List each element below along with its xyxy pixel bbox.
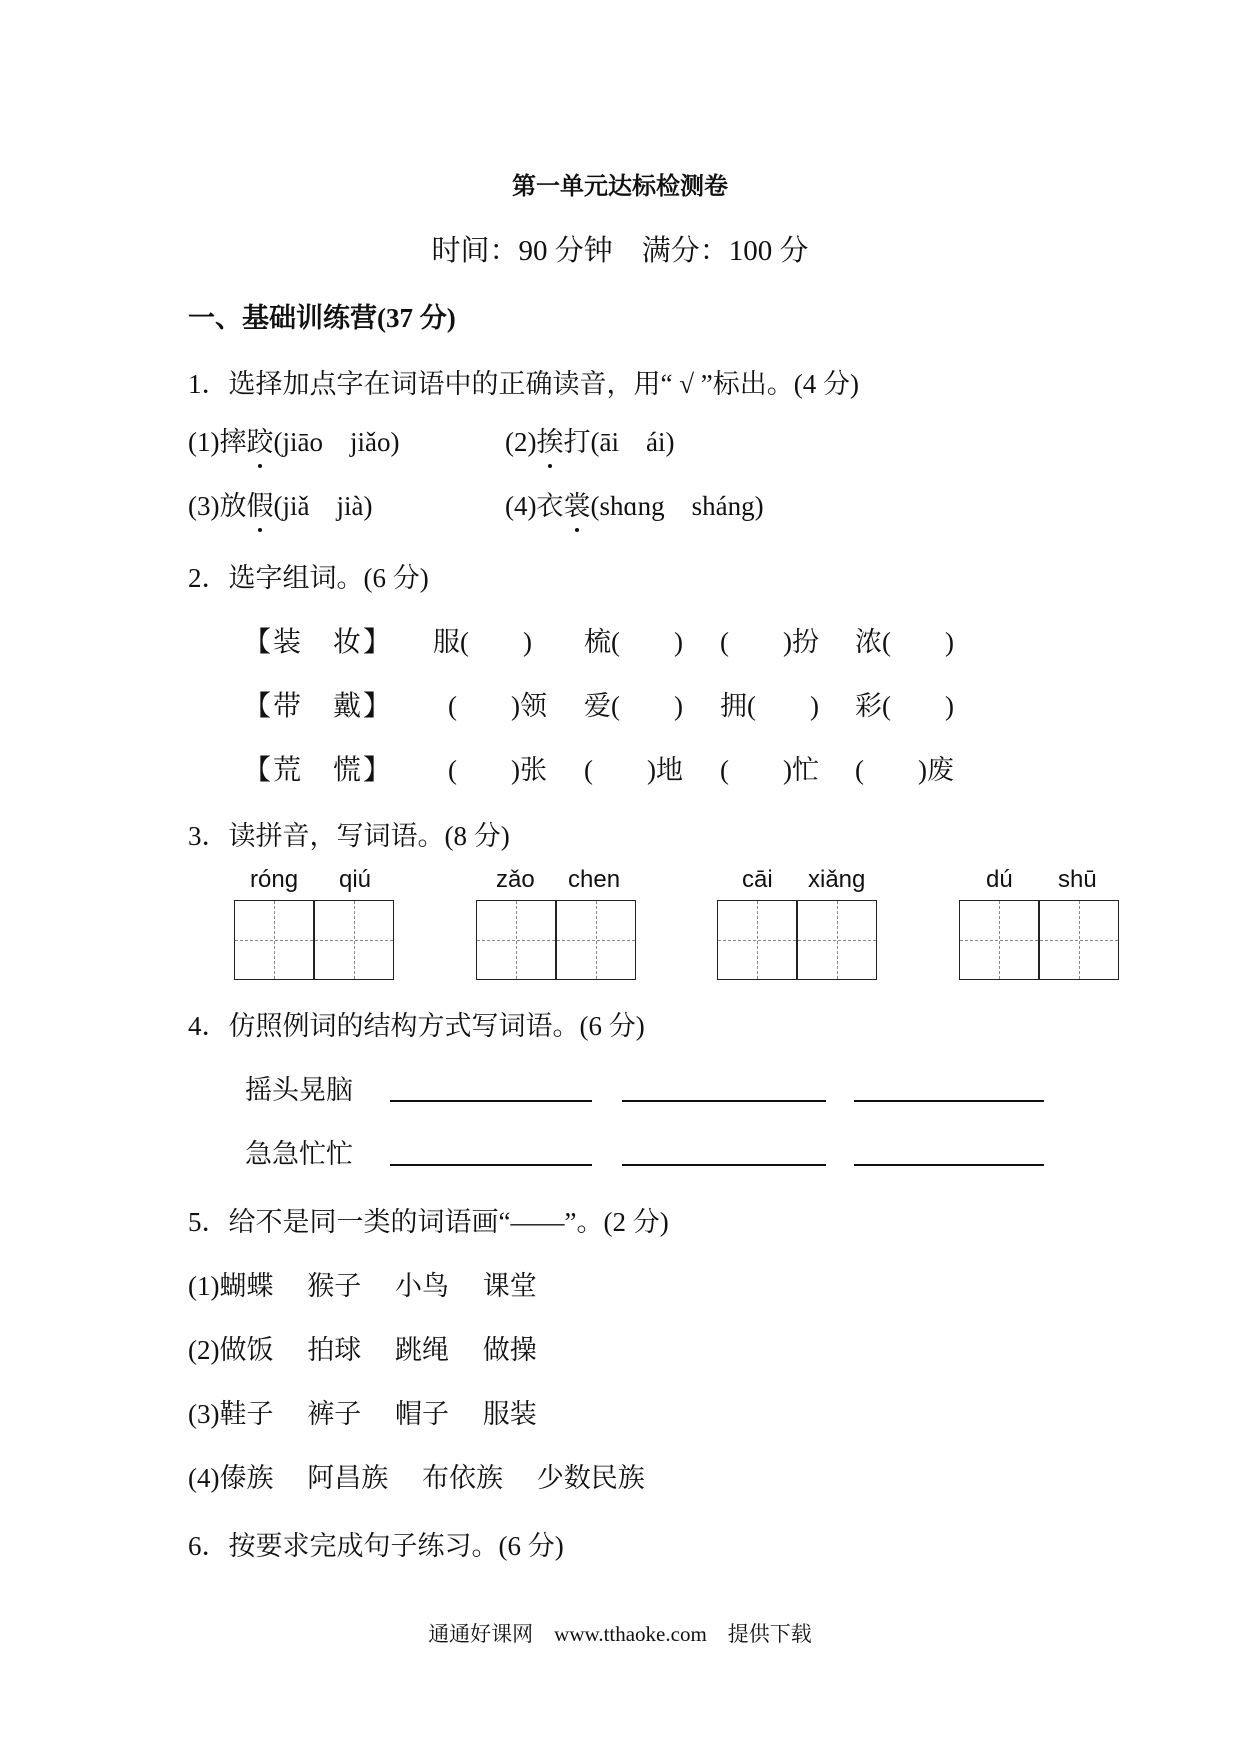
pinyin: cāi [742, 866, 773, 893]
dotted-char: 挨 [536, 420, 563, 459]
writing-cell[interactable] [1039, 900, 1119, 980]
fill-blank[interactable]: ( )废 [855, 755, 954, 785]
q1-item-3 [188, 484, 372, 523]
pinyin: xiǎng [808, 866, 866, 893]
fill-blank[interactable]: ( )地 [584, 755, 683, 785]
question-2: 2．选字组词。(6 分) [188, 563, 429, 593]
writing-grid [717, 900, 879, 981]
writing-cell[interactable] [476, 900, 556, 980]
dotted-char: 假 [246, 484, 273, 523]
pinyin: zǎo [496, 866, 535, 893]
q5-item: (1)蝴蝶 猴子 小鸟 课堂 [188, 1271, 537, 1301]
writing-cell[interactable] [959, 900, 1039, 980]
exam-info: 时间：90 分钟 满分：100 分 [431, 235, 809, 267]
footer-credit: 通通好课网 www.tthaoke.com 提供下载 [428, 1622, 812, 1646]
answer-line[interactable] [390, 1100, 592, 1102]
writing-cell[interactable] [234, 900, 314, 980]
writing-cell[interactable] [556, 900, 636, 980]
q1-item-2 [505, 420, 674, 459]
q1-item-text: (3)放 [188, 491, 247, 521]
fill-blank[interactable]: 梳( ) [584, 627, 683, 657]
question-4: 4．仿照例词的结构方式写词语。(6 分) [188, 1011, 645, 1041]
pinyin: qiú [339, 866, 372, 893]
fill-blank[interactable]: 拥( ) [720, 691, 819, 721]
q1-item-text: (2) [505, 427, 537, 457]
pinyin: róng [250, 866, 299, 893]
answer-line[interactable] [622, 1100, 826, 1102]
example-word: 急急忙忙 [245, 1139, 353, 1169]
section-heading: 一、基础训练营(37 分) [188, 303, 456, 333]
pinyin: dú [986, 866, 1013, 893]
answer-line[interactable] [622, 1164, 826, 1166]
char-pair-label: 【荒 慌】 [243, 755, 394, 786]
q5-item: (2)做饭 拍球 跳绳 做操 [188, 1335, 537, 1365]
question-5: 5．给不是同一类的词语画“——”。(2 分) [188, 1207, 669, 1237]
char-pair-label: 【装 妆】 [243, 627, 394, 658]
answer-line[interactable] [854, 1100, 1044, 1102]
fill-blank[interactable]: ( )忙 [720, 755, 819, 785]
dotted-char: 跤 [246, 420, 273, 459]
writing-grid [959, 900, 1121, 981]
fill-blank[interactable]: ( )扮 [720, 627, 819, 657]
dotted-char: 裳 [563, 484, 590, 523]
page-title: 第一单元达标检测卷 [512, 174, 728, 200]
writing-grid [476, 900, 638, 981]
question-3: 3．读拼音，写词语。(8 分) [188, 821, 510, 851]
char-pair-label: 【带 戴】 [243, 691, 394, 722]
q5-item: (4)傣族 阿昌族 布依族 少数民族 [188, 1463, 645, 1493]
example-word: 摇头晃脑 [245, 1075, 353, 1105]
question-6: 6．按要求完成句子练习。(6 分) [188, 1531, 564, 1561]
q1-item-text: (1)摔 [188, 427, 247, 457]
fill-blank[interactable]: 爱( ) [584, 691, 683, 721]
writing-cell[interactable] [717, 900, 797, 980]
fill-blank[interactable]: 服( ) [433, 627, 532, 657]
pinyin: shū [1058, 866, 1097, 893]
writing-grid [234, 900, 396, 981]
question-1: 1．选择加点字在词语中的正确读音，用“ √ ”标出。(4 分) [188, 369, 860, 399]
pinyin: chen [568, 866, 621, 893]
q1-item-text: (4)衣 [505, 491, 564, 521]
q1-item-1 [188, 420, 399, 459]
q1-pinyin-options: (shɑng sháng) [590, 491, 764, 521]
answer-line[interactable] [390, 1164, 592, 1166]
q5-item: (3)鞋子 裤子 帽子 服装 [188, 1399, 537, 1429]
fill-blank[interactable]: 浓( ) [855, 627, 954, 657]
q1-pinyin-options: 打(āi ái) [563, 427, 675, 457]
q1-item-4 [505, 484, 764, 523]
fill-blank[interactable]: ( )张 [448, 755, 547, 785]
writing-cell[interactable] [314, 900, 394, 980]
fill-blank[interactable]: 彩( ) [855, 691, 954, 721]
q1-pinyin-options: (jiǎ jià) [273, 491, 373, 521]
q1-pinyin-options: (jiāo jiǎo) [273, 427, 400, 457]
fill-blank[interactable]: ( )领 [448, 691, 547, 721]
writing-cell[interactable] [797, 900, 877, 980]
answer-line[interactable] [854, 1164, 1044, 1166]
